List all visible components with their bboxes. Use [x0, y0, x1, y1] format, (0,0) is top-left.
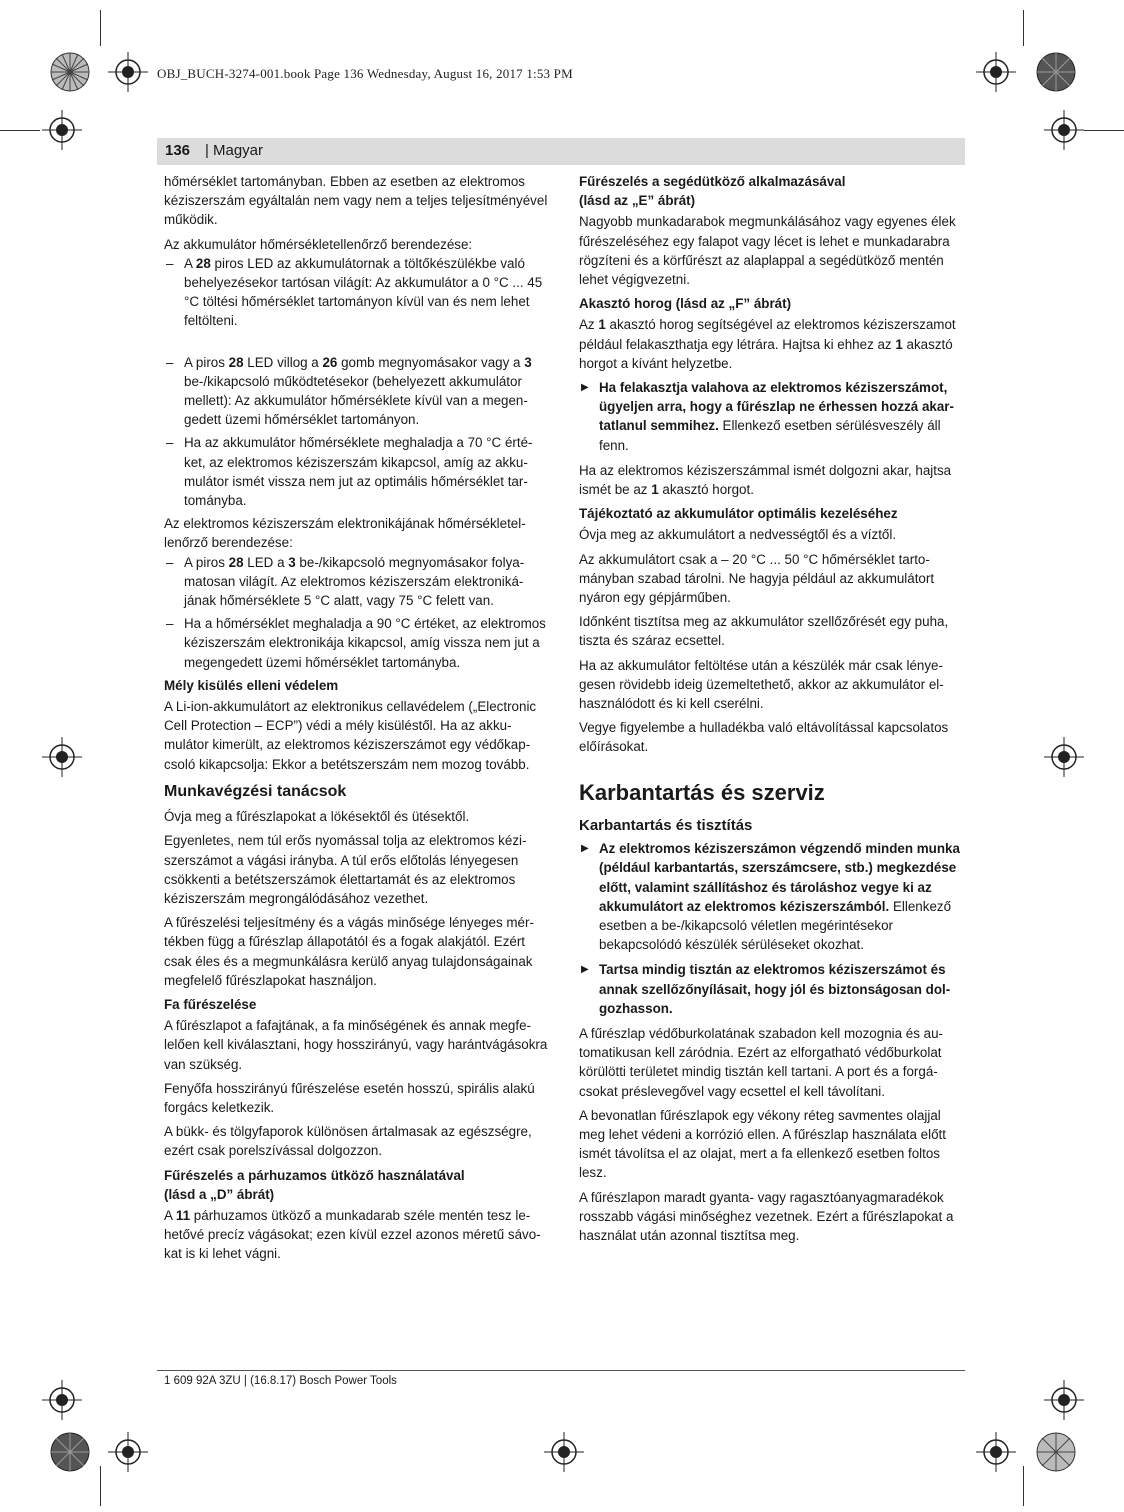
color-wheel-icon: [1036, 52, 1076, 92]
trim-line: [1023, 1466, 1024, 1506]
page-footer: 1 609 92A 3ZU | (16.8.17) Bosch Power Tools: [164, 1375, 397, 1387]
registration-mark-icon: [42, 737, 82, 777]
paragraph: A fűrészlapot a fafajtának, a fa minőségének és annak megfelelően kell kiválasztani, hogy hosszirányú, vagy harántvágásokra van szükség.: [164, 1018, 548, 1072]
warning-item: ▶ Tartsa mindig tisztán az elektromos kéziszerszámot és annak szellőzőnyílásait, hogy jól és biztonságosan dolgozhasson.: [579, 960, 963, 1018]
warning-item: ▶ Az elektromos kéziszerszámon végzendő minden munka (például karbantartás, szerszámcsere, stb.) megkezdése előtt, valamint szállításhoz és tároláshoz vegye ki az akkumulátort az elektromos kéziszerszámból. Ellenkező esetben a be-/kikapcsoló véletlen megérintésekor bekapcsolódó készülék sérüléseket okozhat.: [579, 839, 963, 954]
registration-mark-icon: [108, 1432, 148, 1472]
paragraph: Az elektromos kéziszerszám elektronikájának hőmérsékletellenőrző berendezése:: [164, 516, 526, 551]
registration-mark-icon: [1044, 110, 1084, 150]
color-wheel-icon: [1036, 1432, 1076, 1472]
registration-mark-icon: [108, 52, 148, 92]
trim-line: [1084, 130, 1124, 131]
color-wheel-icon: [50, 52, 90, 92]
trim-line: [100, 10, 101, 46]
section-heading: Fűrészelés a párhuzamos ütköző használatával (lásd a „D” ábrát): [164, 1167, 465, 1202]
header-separator: |: [205, 142, 209, 159]
right-column: [579, 172, 963, 1250]
dash-list-item: – Ha az akkumulátor hőmérséklete meghaladja a 70 °C értéket, az elektromos kéziszerszám kikapcsol, amíg az akkumulátor ismét vissza nem jut az optimális hőmérséklet tartományba.: [164, 433, 548, 510]
paragraph: A fűrészlap védőburkolatának szabadon kell mozognia és automatikusan kell záródnia. Ezért az elforgatható védőburkolat körülötti területet mindig tisztán kell tartani. A port és a forgácsokat préslevegővel vagy ecsettel el kell távolítani.: [579, 1025, 944, 1099]
paragraph: Az akkumulátor hőmérsékletellenőrző berendezése:: [164, 236, 473, 252]
section-heading: Akasztó horog (lásd az „F” ábrát): [579, 296, 792, 312]
section-heading: Fűrészelés a segédütköző alkalmazásával (lásd az „E” ábrát): [579, 174, 846, 209]
spacer: [164, 335, 548, 353]
paragraph: A bükk- és tölgyfaporok különösen ártalmasak az egészségre, ezért csak porelszívással dolgozzon.: [164, 1124, 532, 1159]
paragraph: A bevonatlan fűrészlapok egy vékony réteg savmentes olajjal meg lehet védeni a korrózió ellen. A fűrészlap használata előtt ismét távolítsa el az olajat, mert a fa ellenkező esetben foltos lesz.: [579, 1107, 946, 1181]
dash-list-item: – A piros 28 LED a 3 be-/kikapcsoló megnyomásakor folyamatosan világít. Az elektromos kéziszerszám elektronikájának hőmérséklete 5 °C alatt, vagy 75 °C felett van.: [164, 553, 548, 611]
warning-item: ▶ Ha felakasztja valahova az elektromos kéziszerszámot, ügyeljen arra, hogy a fűrészlap ne érhessen hozzá akartatlanul semmihez. Ellenkező esetben sérülésveszély áll fenn.: [579, 378, 963, 455]
paragraph: Óvja meg a fűrészlapokat a lökésektől és ütésektől.: [164, 809, 470, 825]
paragraph: Ha az akkumulátor feltöltése után a készülék már csak lényegesen rövidebb ideig üzemeltethető, akkor az akkumulátor elhasználódott és ki kell cserélni.: [579, 657, 944, 712]
print-slug: OBJ_BUCH-3274-001.book Page 136 Wednesday, August 16, 2017 1:53 PM: [157, 66, 573, 81]
paragraph: Egyenletes, nem túl erős nyomással tolja az elektromos kéziszerszámot a vágási irányba. A túl erős előtolás lényegesen csökkenti a betétszerszámok élettartamát és az elektromos kéziszerszám megrongálódásához vezethet.: [164, 833, 527, 906]
paragraph: A 11 párhuzamos ütköző a munkadarab széle mentén tesz lehetővé precíz vágásokat; ezen kívül ezzel azonos méretű sávokat is ki lehet vágni.: [164, 1207, 541, 1262]
paragraph: Vegye figyelembe a hulladékba való eltávolítással kapcsolatos előírásokat.: [579, 720, 949, 755]
paragraph: Fenyőfa hosszirányú fűrészelése esetén hosszú, spirális alakú forgács keletkezik.: [164, 1080, 535, 1115]
registration-mark-icon: [1044, 737, 1084, 777]
paragraph: Óvja meg az akkumulátort a nedvességtől és a víztől.: [579, 527, 897, 543]
paragraph: Ha az elektromos kéziszerszámmal ismét dolgozni akar, hajtsa ismét be az 1 akasztó horgot.: [579, 462, 952, 498]
color-wheel-icon: [50, 1432, 90, 1472]
section-heading: Mély kisülés elleni védelem: [164, 677, 339, 693]
section-heading: Tájékoztató az akkumulátor optimális kezeléséhez: [579, 506, 898, 522]
section-heading: Fa fűrészelése: [164, 996, 257, 1012]
registration-mark-icon: [42, 110, 82, 150]
trim-line: [1023, 10, 1024, 46]
registration-mark-icon: [976, 1432, 1016, 1472]
paragraph: A Li-ion-akkumulátort az elektronikus cellavédelem („Electronic Cell Protection – ECP”) védi a mély kisüléstől. Ha az akkumulátor kimerült, az elektromos kéziszerszámot egy védőkapcsoló kikapcsolja: Ekkor a betétszerszám nem mozog tovább.: [164, 699, 537, 772]
section-heading: Munkavégzési tanácsok: [164, 782, 347, 800]
paragraph: A fűrészlapon maradt gyanta- vagy ragasztóanyagmaradékok rosszabb vágási minőséghez vezetnek. Ezért a fűrészlapokat a használat után azonnal tisztítsa meg.: [579, 1189, 954, 1243]
footer-rule: [157, 1370, 965, 1371]
chapter-heading: Karbantartás és szerviz: [579, 779, 825, 805]
paragraph: Az akkumulátort csak a – 20 °C ... 50 °C hőmérséklet tartományban szabad tárolni. Ne hagyja például az akkumulátort nyáron egy gépjárműben.: [579, 551, 935, 606]
paragraph: hőmérséklet tartományban. Ebben az esetben az elektromos kéziszerszám egyáltalán nem vagy nem a teljes teljesítményével működik.: [164, 174, 548, 228]
registration-mark-icon: [544, 1432, 584, 1472]
section-heading: Karbantartás és tisztítás: [579, 816, 753, 834]
registration-mark-icon: [42, 1380, 82, 1420]
registration-mark-icon: [1044, 1380, 1084, 1420]
paragraph: Időnként tisztítsa meg az akkumulátor szellőzőrését egy puha, tiszta és száraz ecsettel.: [579, 614, 949, 649]
page-number: 136: [165, 142, 191, 159]
page-header: [157, 138, 965, 165]
trim-line: [100, 1466, 101, 1506]
dash-list-item: – Ha a hőmérséklet meghaladja a 90 °C értéket, az elektromos kéziszerszám elektronikája kikapcsol, amíg vissza nem jut a megengedett üzemi hőmérséklet tartományba.: [164, 614, 548, 672]
header-language: Magyar: [213, 142, 264, 159]
paragraph: A fűrészelési teljesítmény és a vágás minősége lényeges mértékben függ a fűrészlap állapotától és a fogak alakjától. Ezért csak éles és a megmunkálásra kerülő anyag tulajdonságainak megfelelő fűrészlapokat használjon.: [164, 915, 534, 988]
paragraph: Az 1 akasztó horog segítségével az elektromos kéziszerszamot például felakaszthatja egy létrára. Hajtsa ki ehhez az 1 akasztó horgot a kívánt helyzetbe.: [579, 317, 956, 371]
dash-list-item: – A 28 piros LED az akkumulátornak a töltőkészülékbe való behelyezésekor tartósan világít: Az akkumulátor a 0 °C ... 45 °C töltési hőmérséklet tartományon kívül van és nem lehet feltölteni.: [164, 254, 548, 331]
paragraph: Nagyobb munkadarabok megmunkálásához vagy egyenes élek fűrészeléséhez egy falapot vagy lécet is lehet e munkadarabra rögzíteni és a körfűrészt az alaplappal a segédütköző mentén lehet végigvezetni.: [579, 214, 956, 288]
dash-list-item: – A piros 28 LED villog a 26 gomb megnyomásakor vagy a 3 be-/kikapcsoló működtetésekor (behelyezett akkumulátor mellett): Az akkumulátor hőmérséklete kívül van a megengedett üzemi hőmérséklet tartományon.: [164, 353, 548, 430]
left-column: [164, 172, 548, 1269]
registration-mark-icon: [976, 52, 1016, 92]
trim-line: [0, 130, 40, 131]
